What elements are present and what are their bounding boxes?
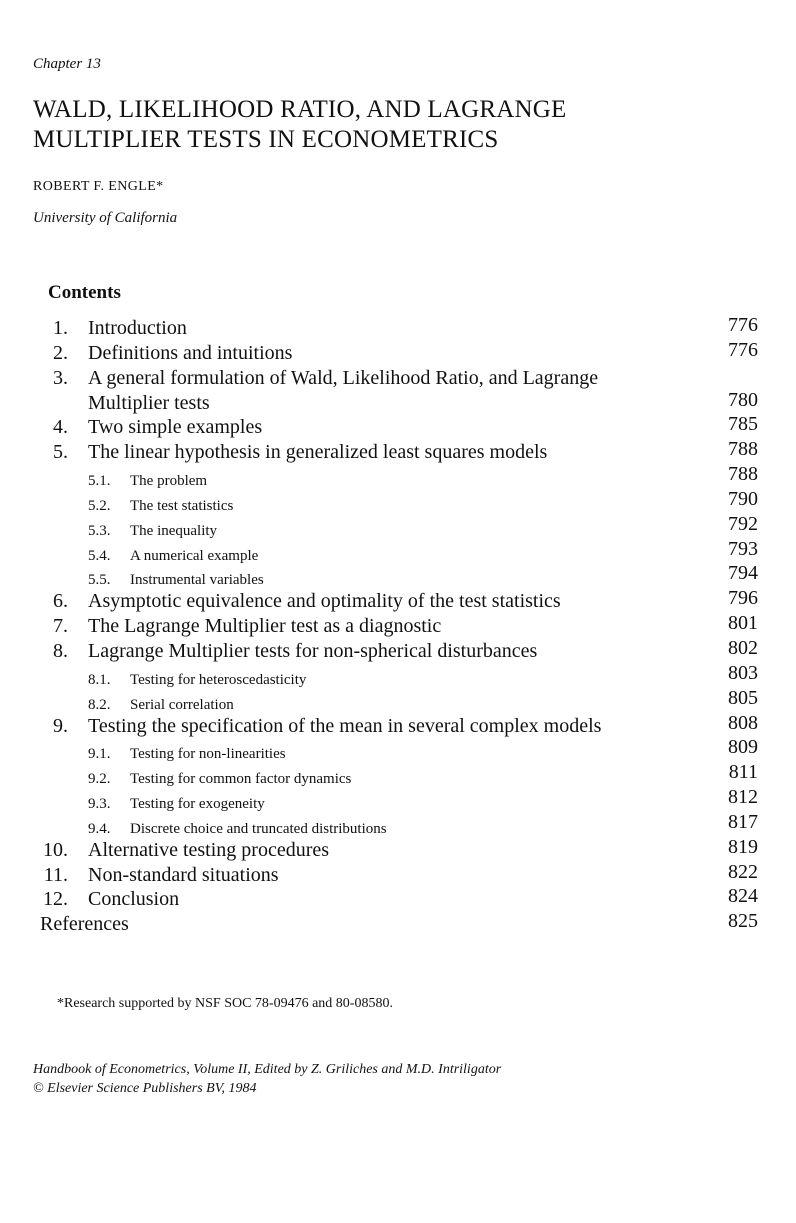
toc-entry-number: 9.3. [88, 796, 111, 813]
toc-entry-page: 802 [728, 636, 758, 659]
publication-line-2: © Elsevier Science Publishers BV, 1984 [33, 1081, 257, 1096]
chapter-title [33, 95, 567, 155]
toc-entry [0, 564, 796, 589]
toc-entry-number: 8.2. [88, 696, 111, 713]
contents-heading: Contents [48, 282, 121, 303]
toc-entry [0, 711, 796, 739]
chapter-title-line-2: MULTIPLIER TESTS IN ECONOMETRICS [33, 126, 499, 153]
toc-entry [0, 440, 796, 465]
toc-entry-number: 5. [53, 441, 68, 464]
toc-entry [0, 887, 796, 912]
toc-entry [0, 738, 796, 763]
toc-entry-page: 819 [728, 835, 758, 858]
toc-entry-number: 3. [53, 366, 68, 389]
toc-entry-page: 825 [728, 910, 758, 933]
toc-entry-page: 788 [728, 463, 758, 486]
toc-entry [0, 465, 796, 490]
author-name: ROBERT F. ENGLE* [33, 179, 164, 194]
toc-entry-title: Asymptotic equivalence and optimality of the test statistics [88, 590, 561, 613]
toc-entry-page: 796 [728, 587, 758, 610]
toc-entry-number: 8. [53, 639, 68, 662]
toc-entry-number: 5.1. [88, 473, 111, 490]
toc-entry-title: Non-standard situations [88, 863, 279, 886]
toc-entry [0, 661, 796, 689]
toc-entry-title: Testing for common factor dynamics [130, 771, 352, 788]
toc-entry [0, 810, 796, 838]
toc-entry-page: 776 [728, 338, 758, 361]
toc-entry-title: The Lagrange Multiplier test as a diagnostic [88, 615, 442, 638]
chapter-title-line-1: WALD, LIKELIHOOD RATIO, AND LAGRANGE [33, 96, 567, 123]
toc-entry-page: 788 [728, 438, 758, 461]
toc-entry-number: 2. [53, 341, 68, 364]
toc-entry [0, 316, 796, 341]
toc-entry-page: 803 [728, 661, 758, 684]
toc-entry-title: Two simple examples [88, 416, 263, 439]
toc-entry-title: The inequality [130, 522, 218, 539]
toc-entry-page: 780 [728, 388, 758, 411]
toc-entry [0, 763, 796, 788]
toc-entry-title: A numerical example [130, 547, 259, 564]
toc-entry-page: 822 [728, 860, 758, 883]
toc-entry-title: Instrumental variables [130, 572, 264, 589]
toc-entry [0, 686, 796, 714]
toc-entry-title: References [40, 913, 129, 936]
toc-entry-page: 824 [728, 885, 758, 908]
toc-entry-number: 9.2. [88, 771, 111, 788]
toc-entry-number: 5.2. [88, 497, 111, 514]
toc-entry-page: 817 [728, 810, 758, 833]
toc-entry [0, 388, 796, 416]
toc-entry-page: 801 [728, 612, 758, 635]
toc-entry-title: Testing for exogeneity [130, 796, 265, 813]
toc-entry [0, 537, 796, 565]
toc-entry [0, 589, 796, 614]
toc-entry-page: 811 [728, 761, 758, 784]
toc-entry-number: 9.1. [88, 746, 111, 763]
toc-entry-page: 808 [728, 711, 758, 734]
toc-entry [0, 415, 796, 440]
toc-entry-page: 812 [728, 786, 758, 809]
toc-entry-title: The test statistics [130, 497, 234, 514]
toc-entry-number: 9. [53, 714, 68, 737]
toc-entry [0, 835, 796, 863]
toc-entry-page: 805 [728, 686, 758, 709]
toc-entry-page: 794 [728, 562, 758, 585]
publication-info [33, 1060, 501, 1098]
toc-entry [0, 860, 796, 888]
toc-entry-title: The problem [130, 473, 208, 490]
toc-entry-page: 809 [728, 736, 758, 759]
toc-entry-title: Testing for heteroscedasticity [130, 671, 307, 688]
toc-entry-title: Testing the specification of the mean in several complex models [88, 714, 602, 737]
toc-entry-number: 1. [53, 317, 68, 339]
toc-entry-number: 5.4. [88, 547, 111, 564]
toc-entry-page: 793 [728, 537, 758, 560]
toc-entry-number: 11. [43, 863, 68, 886]
chapter-label: Chapter 13 [33, 56, 101, 72]
toc-entry-title: A general formulation of Wald, Likelihood Ratio, and Lagrange [88, 366, 599, 389]
toc-entry-title: Introduction [88, 317, 187, 339]
table-of-contents [0, 316, 796, 937]
toc-entry-title: Lagrange Multiplier tests for non-spherical disturbances [88, 639, 538, 662]
toc-entry-title: Discrete choice and truncated distributions [130, 820, 387, 837]
toc-entry-number: 6. [53, 590, 68, 613]
toc-entry-number: 4. [53, 416, 68, 439]
toc-entry-number: 12. [43, 888, 68, 911]
toc-entry-number: 9.4. [88, 820, 111, 837]
toc-entry-number: 10. [43, 838, 68, 861]
toc-entry-number: 5.3. [88, 522, 111, 539]
toc-entry-title: Alternative testing procedures [88, 838, 330, 861]
toc-entry [0, 614, 796, 639]
toc-entry-page: 792 [728, 512, 758, 535]
toc-entry-number: 5.5. [88, 572, 111, 589]
toc-entry-number: 8.1. [88, 671, 111, 688]
toc-entry-title: Testing for non-linearities [130, 746, 286, 763]
toc-entry [0, 487, 796, 515]
toc-entry-title: Definitions and intuitions [88, 341, 293, 364]
toc-entry-page: 776 [728, 314, 758, 336]
toc-entry [0, 788, 796, 813]
toc-entry-title: Serial correlation [130, 696, 234, 713]
toc-entry-page: 790 [728, 487, 758, 510]
publication-line-1: Handbook of Econometrics, Volume II, Edited by Z. Griliches and M.D. Intriligator [33, 1062, 502, 1077]
author-affiliation: University of California [33, 210, 178, 226]
toc-entry-title: Multiplier tests [88, 391, 210, 414]
toc-entry-number: 7. [53, 615, 68, 638]
toc-entry [0, 338, 796, 366]
research-footnote: *Research supported by NSF SOC 78-09476 and 80-08580. [57, 996, 393, 1011]
toc-entry [0, 912, 796, 937]
toc-entry-title: The linear hypothesis in generalized least squares models [88, 441, 548, 464]
toc-entry [0, 636, 796, 664]
toc-entry-title: Conclusion [88, 888, 180, 911]
toc-entry [0, 512, 796, 540]
toc-entry [0, 366, 796, 391]
toc-entry-page: 785 [728, 413, 758, 436]
